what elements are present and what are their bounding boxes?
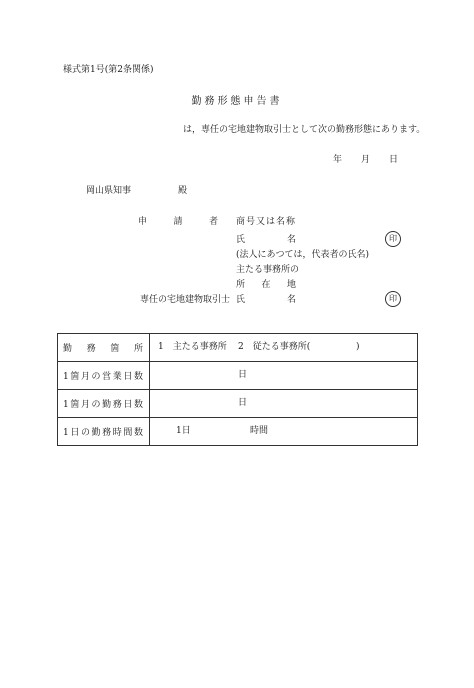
- table-row-work-hours: [58, 418, 418, 446]
- business-days-unit: 日: [238, 370, 248, 380]
- business-days-label: 1箇月の営業日数: [63, 372, 143, 382]
- honorific: 殿: [178, 186, 188, 196]
- workplace-value-cell[interactable]: [150, 334, 418, 362]
- work-hours-per-day: 1日: [176, 426, 191, 436]
- table-row-workplace: [58, 334, 418, 362]
- main-office-label: 主たる事務所の: [236, 265, 300, 275]
- work-hours-label: 1日の勤務時間数: [63, 428, 143, 438]
- workplace-branch-close: ): [356, 342, 360, 352]
- addressee: 岡山県知事: [86, 186, 132, 196]
- applicant-label: 申請者: [138, 217, 218, 227]
- date-month-label: 月: [361, 155, 371, 165]
- work-days-label: 1箇月の勤務日数: [63, 400, 143, 410]
- document-title: 勤務形態申告書: [191, 96, 283, 107]
- trade-name-label: 商号又は名称: [236, 217, 297, 227]
- work-hours-unit: 時間: [250, 426, 269, 436]
- dedicated-agent-label: 専任の宅地建物取引士: [140, 295, 231, 305]
- intro-statement: は，専任の宅地建物取引士として次の勤務形態にあります。: [183, 125, 426, 135]
- work-days-label-cell: [58, 390, 150, 418]
- business-days-label-cell: [58, 362, 150, 390]
- workplace-label: 勤務箇所: [63, 344, 143, 354]
- applicant-seal-mark: 印: [385, 231, 401, 247]
- date-year-label: 年: [333, 155, 343, 165]
- workplace-option-main: 1 主たる事務所: [158, 342, 227, 352]
- applicant-name-label: 氏名: [236, 235, 296, 245]
- table-row-business-days: [58, 362, 418, 390]
- dedicated-seal-mark: 印: [385, 291, 401, 307]
- work-days-unit: 日: [238, 398, 248, 408]
- date-day-label: 日: [389, 155, 399, 165]
- address-label: 所在地: [236, 280, 296, 290]
- form-number: 様式第1号(第2条関係): [63, 65, 154, 75]
- workplace-label-cell: [58, 334, 150, 362]
- table-row-work-days: [58, 390, 418, 418]
- work-hours-label-cell: [58, 418, 150, 446]
- workplace-option-branch: 2 従たる事務所(: [238, 342, 311, 352]
- business-days-value-cell[interactable]: [150, 362, 418, 390]
- corporate-note: (法人にあつては，代表者の氏名): [236, 250, 370, 260]
- work-hours-value-cell[interactable]: [150, 418, 418, 446]
- work-days-value-cell[interactable]: [150, 390, 418, 418]
- work-form-table: [57, 333, 418, 446]
- dedicated-name-label: 氏名: [236, 295, 296, 305]
